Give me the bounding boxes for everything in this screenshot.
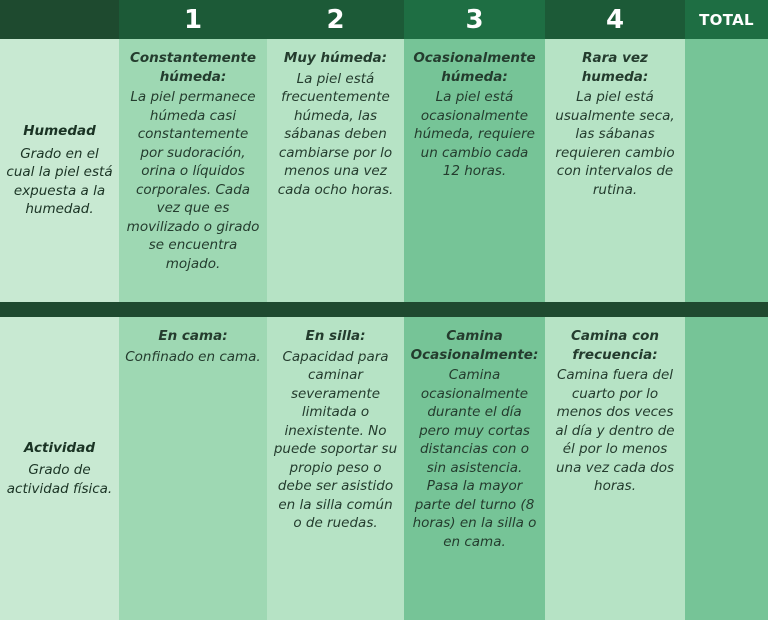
- cell-title: Constantemente húmeda:: [129, 50, 257, 85]
- cell-actividad-2: [267, 317, 404, 620]
- row-name: Humedad: [23, 123, 96, 140]
- total-actividad: [685, 317, 768, 620]
- cell-title: Camina con frecuencia:: [570, 328, 660, 363]
- cell-text: La piel está ocasionalmente húmeda, requiere un cambio cada 12 horas.: [414, 89, 535, 179]
- row-separator: [119, 302, 267, 317]
- cell-text: La piel está frecuentemente húmeda, las sábanas deben cambiarse por lo menos una vez cada ocho horas.: [277, 70, 394, 198]
- cell-title: En cama:: [158, 328, 228, 344]
- row-separator: [404, 302, 545, 317]
- header-score-1: 1: [119, 0, 267, 39]
- cell-actividad-1: [119, 317, 267, 620]
- cell-title: Ocasionalmente húmeda:: [413, 50, 536, 85]
- row-description: Grado en el cual la piel está expuesta a la humedad.: [6, 145, 113, 218]
- header-score-4: 4: [545, 0, 685, 39]
- total-humedad: [685, 39, 768, 302]
- cell-text: Capacidad para caminar severamente limitada o inexistente. No puede soportar su propio peso o debe ser asistido en la silla común o de ruedas.: [273, 348, 398, 531]
- header-score-2: 2: [267, 0, 404, 39]
- row-separator: [267, 302, 404, 317]
- row-label-humedad: [0, 39, 119, 302]
- row-name: Actividad: [24, 439, 95, 456]
- cell-actividad-4: [545, 317, 685, 620]
- cell-text: Camina fuera del cuarto por lo menos dos veces al día y dentro de él por lo menos una vez cada dos horas.: [555, 367, 675, 494]
- cell-text: Confinado en cama.: [125, 348, 261, 365]
- header-total: TOTAL: [685, 0, 768, 39]
- row-separator: [545, 302, 685, 317]
- cell-humedad-4: [545, 39, 685, 302]
- cell-humedad-1: [119, 39, 267, 302]
- cell-title: En silla:: [305, 328, 366, 344]
- cell-title: Muy húmeda:: [283, 50, 388, 66]
- row-separator: [685, 302, 768, 317]
- cell-title: Camina Ocasionalmente:: [410, 328, 539, 363]
- cell-title: Rara vez humeda:: [581, 50, 649, 85]
- cell-text: Camina ocasionalmente durante el día pero muy cortas distancias con o sin asistencia. Pasa la mayor parte del turno (8 horas) en la silla o en cama.: [412, 367, 537, 550]
- header-score-3: 3: [404, 0, 545, 39]
- row-label-actividad: [0, 317, 119, 620]
- cell-text: La piel está usualmente seca, las sábanas requieren cambio con intervalos de rutina.: [555, 89, 675, 198]
- cell-actividad-3: [404, 317, 545, 620]
- row-separator: [0, 302, 119, 317]
- row-description: Grado de actividad física.: [6, 462, 113, 497]
- cell-humedad-2: [267, 39, 404, 302]
- header-corner: [0, 0, 119, 39]
- cell-humedad-3: [404, 39, 545, 302]
- cell-text: La piel permanece húmeda casi constantemente por sudoración, orina o líquidos corporales. Cada vez que es movilizado o girado se encuentra mojado.: [126, 89, 260, 272]
